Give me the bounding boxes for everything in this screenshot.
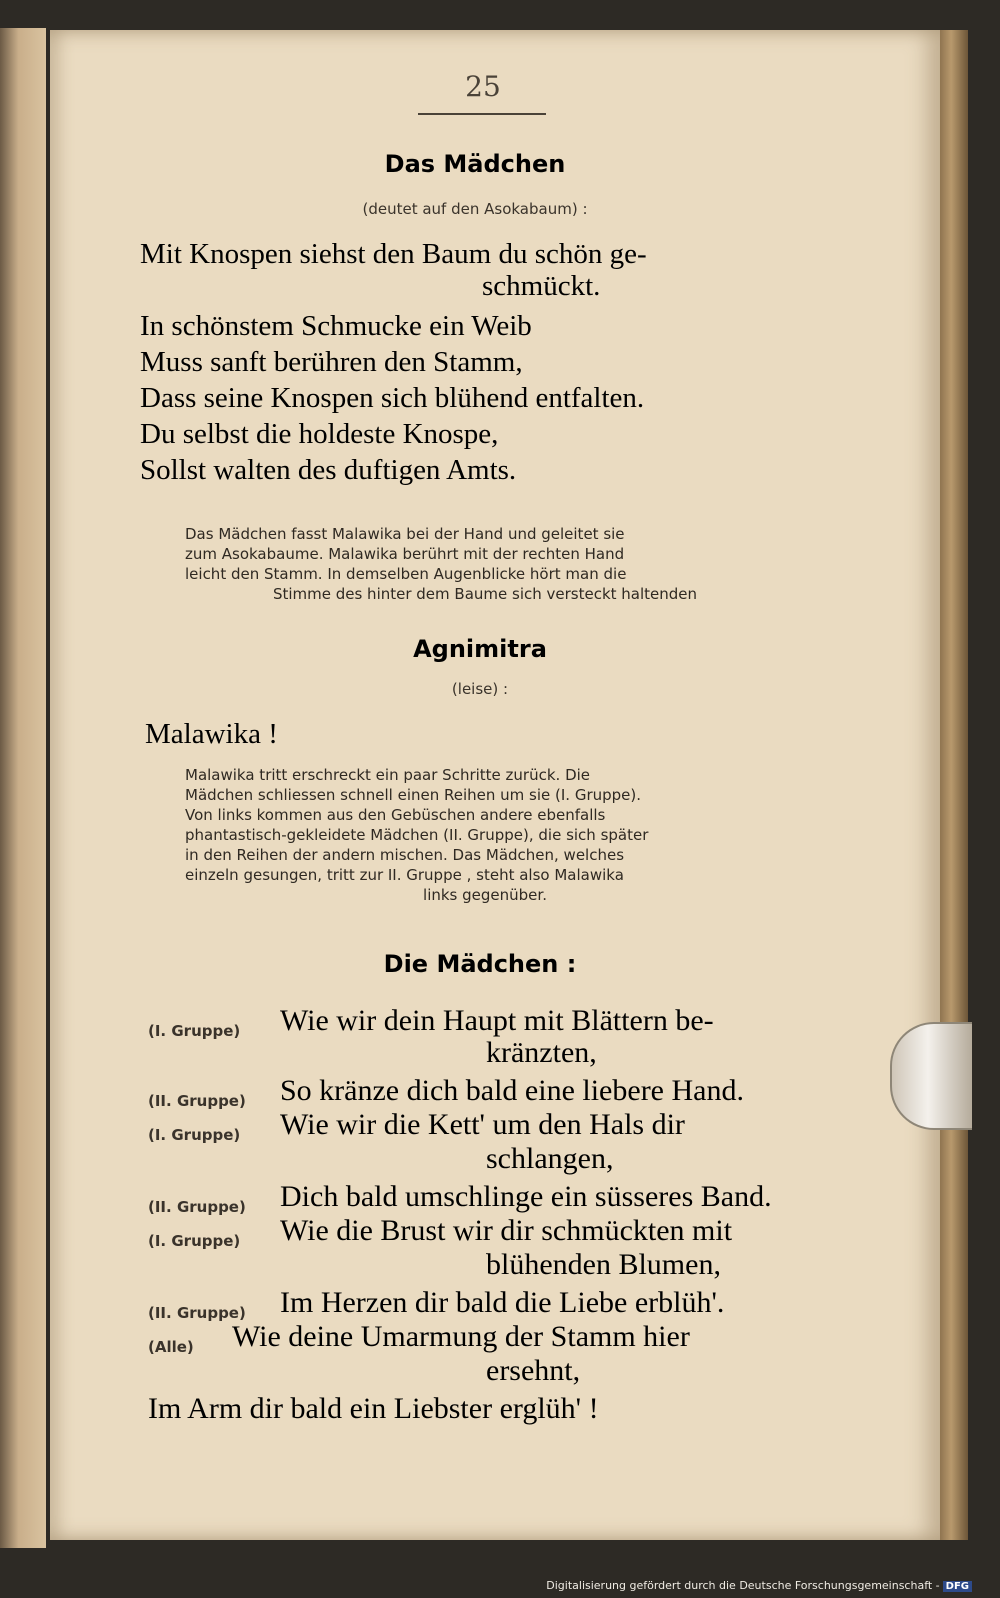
stage1-line: zum Asokabaume. Malawika berührt mit der rechten Hand xyxy=(185,545,625,563)
final-verse-line: Im Arm dir bald ein Liebster erglüh' ! xyxy=(148,1392,599,1425)
group-label: (II. Gruppe) xyxy=(148,1092,246,1110)
group-verse-cont: blühenden Blumen, xyxy=(486,1248,721,1281)
credit-text: Digitalisierung gefördert durch die Deutsche Forschungsgemeinschaft - xyxy=(546,1579,940,1592)
verse-line-4: Dass seine Knospen sich blühend entfalten. xyxy=(140,382,645,414)
stage-direction-block-1 xyxy=(185,524,785,604)
verse-malawika: Malawika ! xyxy=(145,718,278,750)
speaker-die-maedchen: Die Mädchen : xyxy=(383,950,577,978)
verse-line-1-cont: schmückt. xyxy=(482,270,601,302)
verse-line-6: Sollst walten des duftigen Amts. xyxy=(140,454,517,486)
group-verse-cont: schlangen, xyxy=(486,1142,614,1175)
group-label: (II. Gruppe) xyxy=(148,1304,246,1322)
stage2-line: Von links kommen aus den Gebüschen andere ebenfalls xyxy=(185,806,606,824)
speaker-das-maedchen: Das Mädchen xyxy=(384,150,566,178)
stage-direction-asokabaum: (deutet auf den Asokabaum) : xyxy=(362,200,588,218)
group-label: (I. Gruppe) xyxy=(148,1126,241,1144)
group-label: (I. Gruppe) xyxy=(148,1022,241,1040)
stage1-line-last: Stimme des hinter dem Baume sich versteckt haltenden xyxy=(272,585,698,603)
group-verse: So kränze dich bald eine liebere Hand. xyxy=(280,1074,744,1107)
stage2-line: einzeln gesungen, tritt zur II. Gruppe , steht also Malawika xyxy=(185,866,624,884)
book-clip xyxy=(890,1022,972,1130)
group-verse: Im Herzen dir bald die Liebe erblüh'. xyxy=(280,1286,725,1319)
stage-direction-block-2 xyxy=(185,765,785,905)
speaker-agnimitra: Agnimitra xyxy=(413,635,547,663)
group-verse: Wie wir die Kett' um den Hals dir xyxy=(280,1108,685,1141)
verse-line-5: Du selbst die holdeste Knospe, xyxy=(140,418,499,450)
group-verse-cont: kränzten, xyxy=(486,1036,597,1069)
stage2-line-last: links gegenüber. xyxy=(423,886,547,904)
stage2-line: in den Reihen der andern mischen. Das Mädchen, welches xyxy=(185,846,625,864)
page-stack-edge xyxy=(940,30,968,1540)
group-label: (Alle) xyxy=(148,1338,194,1356)
group-verse: Wie deine Umarmung der Stamm hier xyxy=(232,1320,690,1353)
stage1-line: leicht den Stamm. In demselben Augenblicke hört man die xyxy=(185,565,627,583)
group-verse-cont: ersehnt, xyxy=(486,1354,581,1387)
group-label: (I. Gruppe) xyxy=(148,1232,241,1250)
stage2-line: Malawika tritt erschreckt ein paar Schritte zurück. Die xyxy=(185,766,591,784)
group-verse: Wie wir dein Haupt mit Blättern be- xyxy=(280,1004,714,1037)
left-page-edge xyxy=(0,28,46,1548)
digitization-credit xyxy=(546,1579,972,1592)
stage2-line: Mädchen schliessen schnell einen Reihen um sie (I. Gruppe). xyxy=(185,786,642,804)
stage1-line: Das Mädchen fasst Malawika bei der Hand und geleitet sie xyxy=(185,525,625,543)
verse-line-2: In schönstem Schmucke ein Weib xyxy=(140,310,532,342)
group-verse: Wie die Brust wir dir schmückten mit xyxy=(280,1214,733,1247)
group-label: (II. Gruppe) xyxy=(148,1198,246,1216)
stage2-line: phantastisch-gekleidete Mädchen (II. Gruppe), die sich später xyxy=(185,826,649,844)
stage-direction-leise: (leise) : xyxy=(451,680,509,698)
verse-line-1: Mit Knospen siehst den Baum du schön ge- xyxy=(140,238,647,270)
verse-line-3: Muss sanft berühren den Stamm, xyxy=(140,346,523,378)
page-number: 25 xyxy=(465,70,501,103)
dfg-logo: DFG xyxy=(943,1581,972,1592)
page-number-rule xyxy=(418,113,546,115)
group-verse: Dich bald umschlinge ein süsseres Band. xyxy=(280,1180,772,1213)
